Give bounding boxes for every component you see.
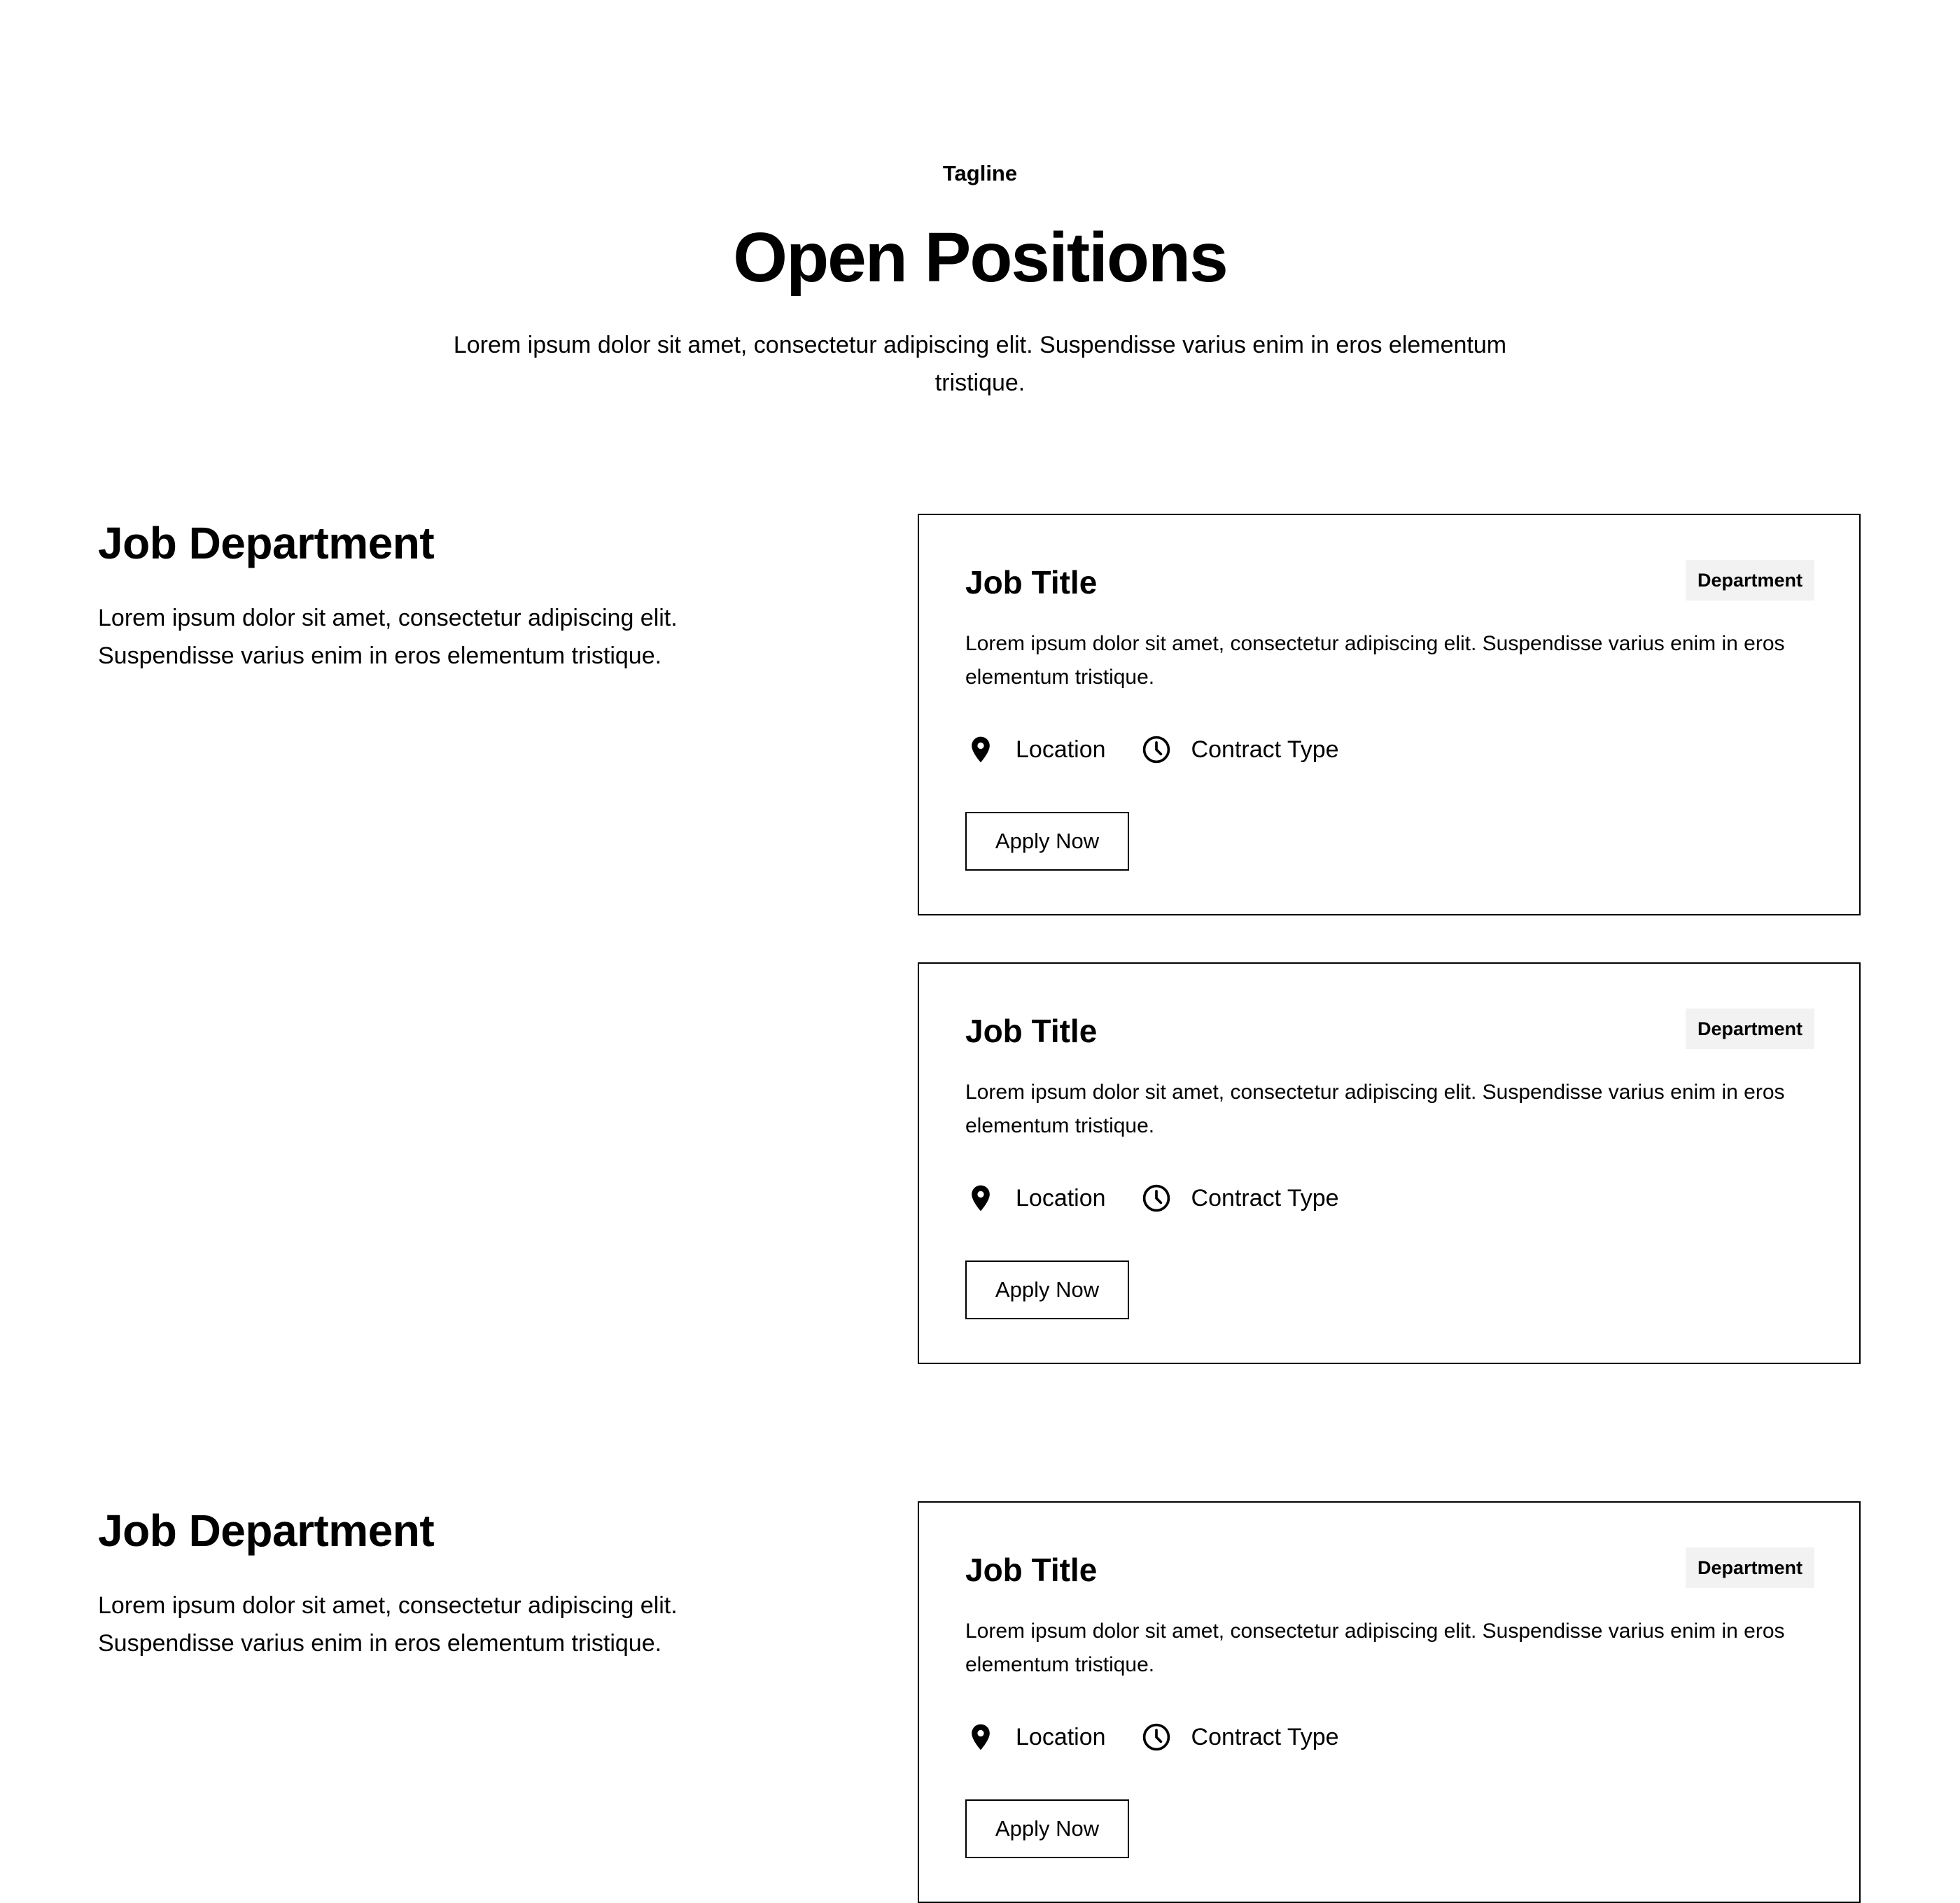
department-description: Lorem ipsum dolor sit amet, consectetur adipiscing elit. Suspendisse varius enim in eros elementum tristique. (98, 605, 678, 669)
job-contract-type (1141, 732, 1339, 767)
department-badge: Department (1686, 1547, 1814, 1588)
job-description: Lorem ipsum dolor sit amet, consectetur adipiscing elit. Suspendisse varius enim in eros elementum tristique. (965, 632, 1785, 689)
map-pin-icon (965, 1722, 996, 1753)
job-department (98, 515, 798, 675)
job-meta (965, 732, 1374, 767)
tagline: Tagline (942, 161, 1018, 185)
apply-now-button[interactable]: Apply Now (965, 1799, 1129, 1858)
clock-icon (1141, 734, 1172, 765)
job-title: Job Title (965, 1552, 1098, 1588)
job-location (965, 1181, 1106, 1216)
contract-type-label: Contract Type (1191, 1185, 1339, 1212)
job-description: Lorem ipsum dolor sit amet, consectetur adipiscing elit. Suspendisse varius enim in eros elementum tristique. (965, 1620, 1785, 1676)
map-pin-icon (965, 734, 996, 765)
job-card (918, 962, 1861, 1364)
location-label: Location (1016, 1724, 1106, 1750)
job-contract-type (1141, 1181, 1339, 1216)
job-title: Job Title (965, 564, 1098, 601)
department-badge: Department (1686, 1009, 1814, 1049)
job-card (918, 514, 1861, 915)
page-title: Open Positions (733, 218, 1227, 297)
contract-type-label: Contract Type (1191, 1724, 1339, 1750)
job-meta (965, 1181, 1374, 1216)
location-label: Location (1016, 736, 1106, 763)
location-label: Location (1016, 1185, 1106, 1212)
apply-now-button[interactable]: Apply Now (965, 1261, 1129, 1319)
job-location (965, 732, 1106, 767)
clock-icon (1141, 1183, 1172, 1214)
department-title: Job Department (98, 518, 435, 568)
job-title: Job Title (965, 1013, 1098, 1049)
job-department (98, 1503, 798, 1662)
clock-icon (1141, 1722, 1172, 1753)
job-card (918, 1501, 1861, 1903)
map-pin-icon (965, 1183, 996, 1214)
contract-type-label: Contract Type (1191, 736, 1339, 763)
section-description: Lorem ipsum dolor sit amet, consectetur adipiscing elit. Suspendisse varius enim in eros elementum tristique. (453, 332, 1507, 396)
job-meta (965, 1720, 1374, 1755)
apply-now-button[interactable]: Apply Now (965, 812, 1129, 871)
job-contract-type (1141, 1720, 1339, 1755)
job-location (965, 1720, 1106, 1755)
department-title: Job Department (98, 1505, 435, 1556)
department-badge: Department (1686, 560, 1814, 601)
job-description: Lorem ipsum dolor sit amet, consectetur adipiscing elit. Suspendisse varius enim in eros elementum tristique. (965, 1081, 1785, 1137)
department-description: Lorem ipsum dolor sit amet, consectetur adipiscing elit. Suspendisse varius enim in eros elementum tristique. (98, 1592, 678, 1657)
